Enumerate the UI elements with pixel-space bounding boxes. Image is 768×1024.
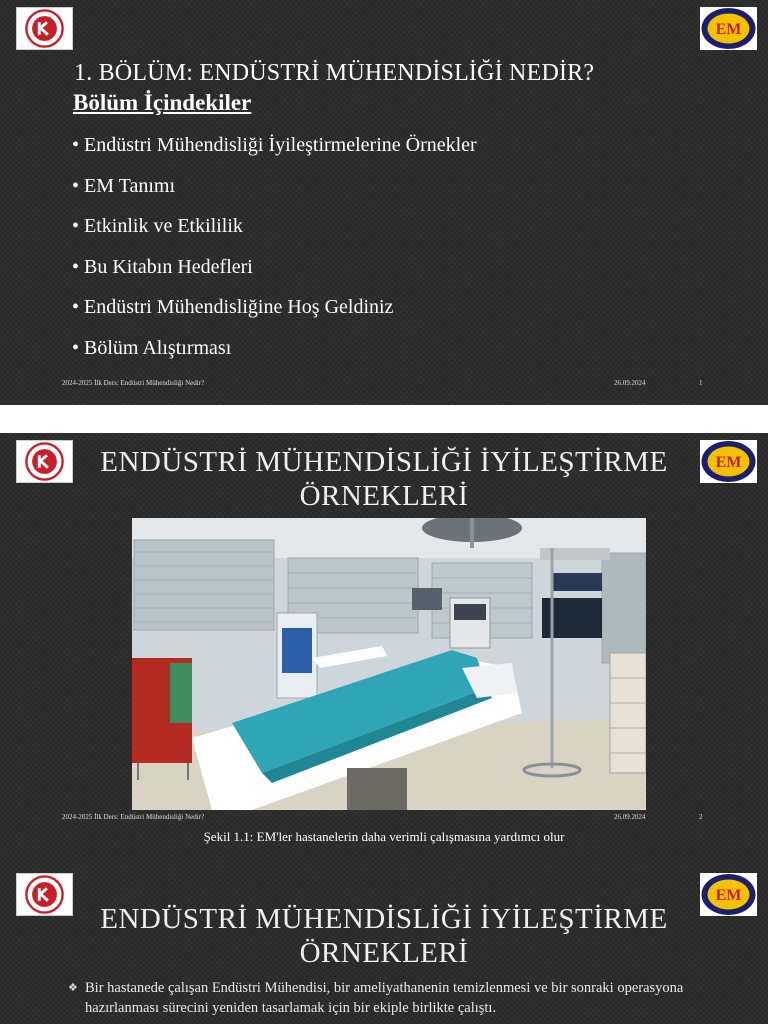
svg-text:EM: EM xyxy=(715,887,742,904)
slide-3 xyxy=(0,866,768,1024)
diamond-bullet-icon: ❖ xyxy=(68,982,78,994)
em-logo-icon xyxy=(700,873,757,916)
slide-title: ENDÜSTRİ MÜHENDİSLİĞİ İYİLEŞTİRME ÖRNEKLERİ xyxy=(100,446,668,512)
operating-room-photo xyxy=(132,518,646,810)
university-logo-icon xyxy=(16,7,73,50)
footer-date: 26.09.2024 xyxy=(614,379,646,387)
figure-caption: Şekil 1.1: EM'ler hastanelerin daha verimli çalışmasına yardımcı olur xyxy=(203,829,565,844)
slide-title: ENDÜSTRİ MÜHENDİSLİĞİ İYİLEŞTİRME ÖRNEKLERİ xyxy=(100,903,668,969)
bullet-paragraph: ❖ Bir hastanede çalışan Endüstri Mühendisi, bir ameliyathanenin temizlenmesi ve bir sonraki operasyona hazırlanması sürecini yeniden tasarlamak için bir ekiple birlikte çalıştı. xyxy=(68,980,684,1016)
university-logo-icon xyxy=(16,873,73,916)
em-logo-icon xyxy=(700,7,757,50)
footer-page-number: 2 xyxy=(699,813,703,821)
list-item: • Bu Kitabın Hedefleri xyxy=(72,255,253,278)
footer-date: 26.09.2024 xyxy=(614,813,646,821)
chapter-title: 1. BÖLÜM: ENDÜSTRİ MÜHENDİSLİĞİ NEDİR? xyxy=(74,60,595,86)
footer-page-number: 1 xyxy=(699,379,703,387)
section-subtitle: Bölüm İçindekiler xyxy=(73,90,252,115)
svg-text:EM: EM xyxy=(715,21,742,38)
list-item: • Bölüm Alıştırması xyxy=(72,336,232,359)
list-item: • EM Tanımı xyxy=(72,174,176,197)
slide-1 xyxy=(0,0,768,405)
em-logo-icon xyxy=(700,440,757,483)
list-item: • Etkinlik ve Etkililik xyxy=(72,215,243,238)
university-logo-icon xyxy=(16,440,73,483)
contents-list xyxy=(72,130,477,374)
footer-course: 2024-2025 İlk Ders: Endüstri Mühendisliği Nedir? xyxy=(62,813,205,821)
list-item: • Endüstri Mühendisliğine Hoş Geldiniz xyxy=(72,296,394,319)
footer-course: 2024-2025 İlk Ders: Endüstri Mühendisliği Nedir? xyxy=(62,379,205,387)
slide-2 xyxy=(0,433,768,866)
svg-text:EM: EM xyxy=(715,454,742,471)
list-item: • Endüstri Mühendisliği İyileştirmelerine Örnekler xyxy=(72,134,477,156)
